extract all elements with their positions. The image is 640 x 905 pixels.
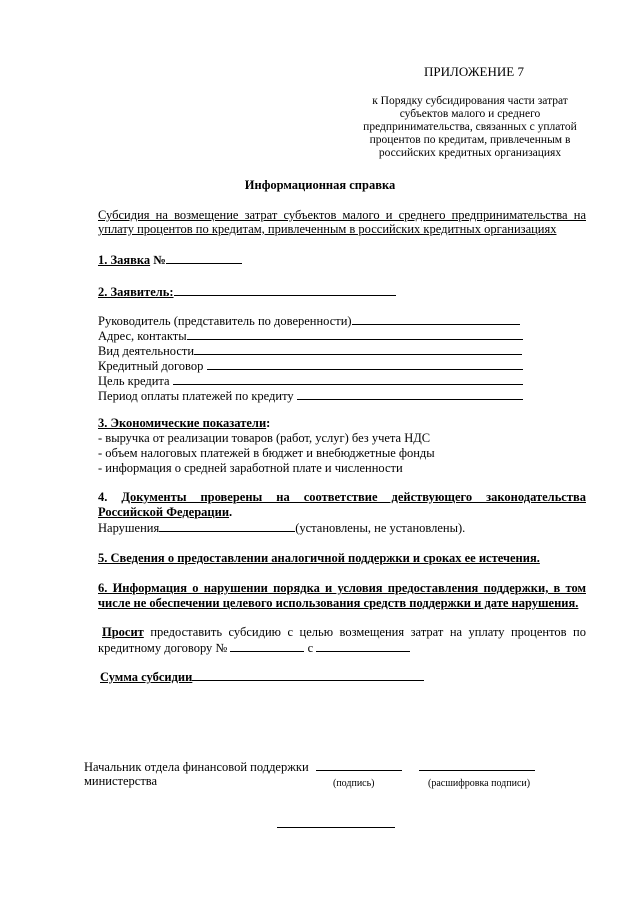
section-1-number-sign: №: [153, 253, 166, 267]
section-6-line-1: 6. Информация о нарушении порядка и условия предоставления поддержки, в том: [98, 581, 586, 595]
field-address: [98, 328, 523, 344]
request-bold: Просит: [102, 625, 144, 639]
field-fill-line[interactable]: [173, 373, 523, 385]
section-6-line-2: числе не обеспечении целевого использования средств поддержки и дате нарушения.: [98, 596, 579, 610]
field-label: Период оплаты платежей по кредиту: [98, 389, 294, 403]
section-4-dot: .: [229, 505, 233, 519]
signature-caption: (подпись): [333, 778, 375, 789]
ref-line: к Порядку субсидирования части затрат: [372, 95, 568, 107]
section-4-line-2: [98, 505, 232, 520]
indicator-item: - информация о средней заработной плате и численности: [98, 461, 403, 475]
field-fill-line[interactable]: [187, 328, 523, 340]
field-fill-line[interactable]: [297, 388, 523, 400]
indicator-item: - объем налоговых платежей в бюджет и внебюджетные фонды: [98, 446, 435, 460]
section-1-application: [98, 252, 242, 268]
field-label: Адрес, контакты: [98, 329, 187, 343]
section-2-label: 2. Заявитель:: [98, 285, 174, 299]
section-4-number: 4.: [98, 490, 108, 504]
field-activity: [98, 343, 522, 359]
section-4-line-1: [98, 490, 586, 505]
ref-line: процентов по кредитам, привлеченным в: [369, 134, 571, 146]
sum-label: Сумма субсидии: [100, 670, 193, 684]
section-3-colon: :: [266, 416, 271, 430]
footer-divider: [277, 827, 395, 828]
field-head: [98, 313, 520, 329]
signature-org: министерства: [84, 774, 158, 788]
request-line-2: [98, 640, 410, 656]
field-label: Вид деятельности: [98, 344, 195, 358]
ref-line: российских кредитных организациях: [378, 147, 562, 159]
signature-line[interactable]: [316, 759, 402, 771]
indicator-item: - выручка от реализации товаров (работ, услуг) без учета НДС: [98, 431, 431, 445]
request-agreement-label: кредитному договору №: [98, 641, 228, 655]
field-fill-line[interactable]: [207, 358, 523, 370]
field-fill-line[interactable]: [352, 313, 520, 325]
section-3-heading: [98, 416, 270, 431]
subtitle-line-2: уплату процентов по кредитам, привлеченным в российских кредитных организациях: [98, 222, 557, 236]
field-credit-agreement: [98, 358, 523, 374]
request-from-label: с: [307, 641, 314, 655]
section-4-text-2: Российской Федерации: [98, 505, 230, 519]
request-line-1: [98, 625, 586, 640]
section-5-heading: 5. Сведения о предоставлении аналогичной поддержки и сроках ее истечения.: [98, 551, 540, 565]
field-label: Цель кредита: [98, 374, 170, 388]
sum-line[interactable]: [192, 669, 424, 681]
signature-title: Начальник отдела финансовой поддержки: [84, 760, 309, 774]
ref-line: предпринимательства, связанных с уплатой: [363, 121, 577, 133]
ref-line: субъектов малого и среднего: [399, 108, 541, 120]
sum-row: [100, 669, 424, 685]
field-label: Кредитный договор: [98, 359, 204, 373]
field-credit-purpose: [98, 373, 523, 389]
section-2-applicant: [98, 284, 396, 300]
agreement-date-line[interactable]: [316, 640, 410, 652]
field-fill-line[interactable]: [194, 343, 522, 355]
violations-label: Нарушения: [98, 521, 160, 535]
section-3-label: 3. Экономические показатели: [98, 416, 267, 430]
application-number-line[interactable]: [166, 252, 242, 264]
field-label: Руководитель (представитель по доверенности): [98, 314, 352, 328]
violations-note: (установлены, не установлены).: [295, 521, 466, 535]
applicant-line[interactable]: [174, 284, 396, 296]
appendix-reference: [345, 95, 595, 160]
request-text: предоставить субсидию с целью возмещения затрат на уплату процентов по: [150, 625, 586, 639]
subtitle-line-1: Субсидия на возмещение затрат субъектов малого и среднего предпринимательства на: [98, 208, 586, 222]
document-title: Информационная справка: [244, 178, 396, 192]
signature-row: [84, 759, 535, 775]
signature-decode-caption: (расшифровка подписи): [428, 778, 531, 789]
section-1-label: 1. Заявка: [98, 253, 151, 267]
field-payment-period: [98, 388, 523, 404]
violations-row: [98, 520, 465, 536]
appendix-number: ПРИЛОЖЕНИЕ 7: [424, 64, 524, 79]
agreement-number-line[interactable]: [230, 640, 304, 652]
section-4-text: Документы проверены на соответствие действующего законодательства: [121, 490, 586, 504]
violations-line[interactable]: [159, 520, 295, 532]
signature-decode-line[interactable]: [419, 759, 535, 771]
